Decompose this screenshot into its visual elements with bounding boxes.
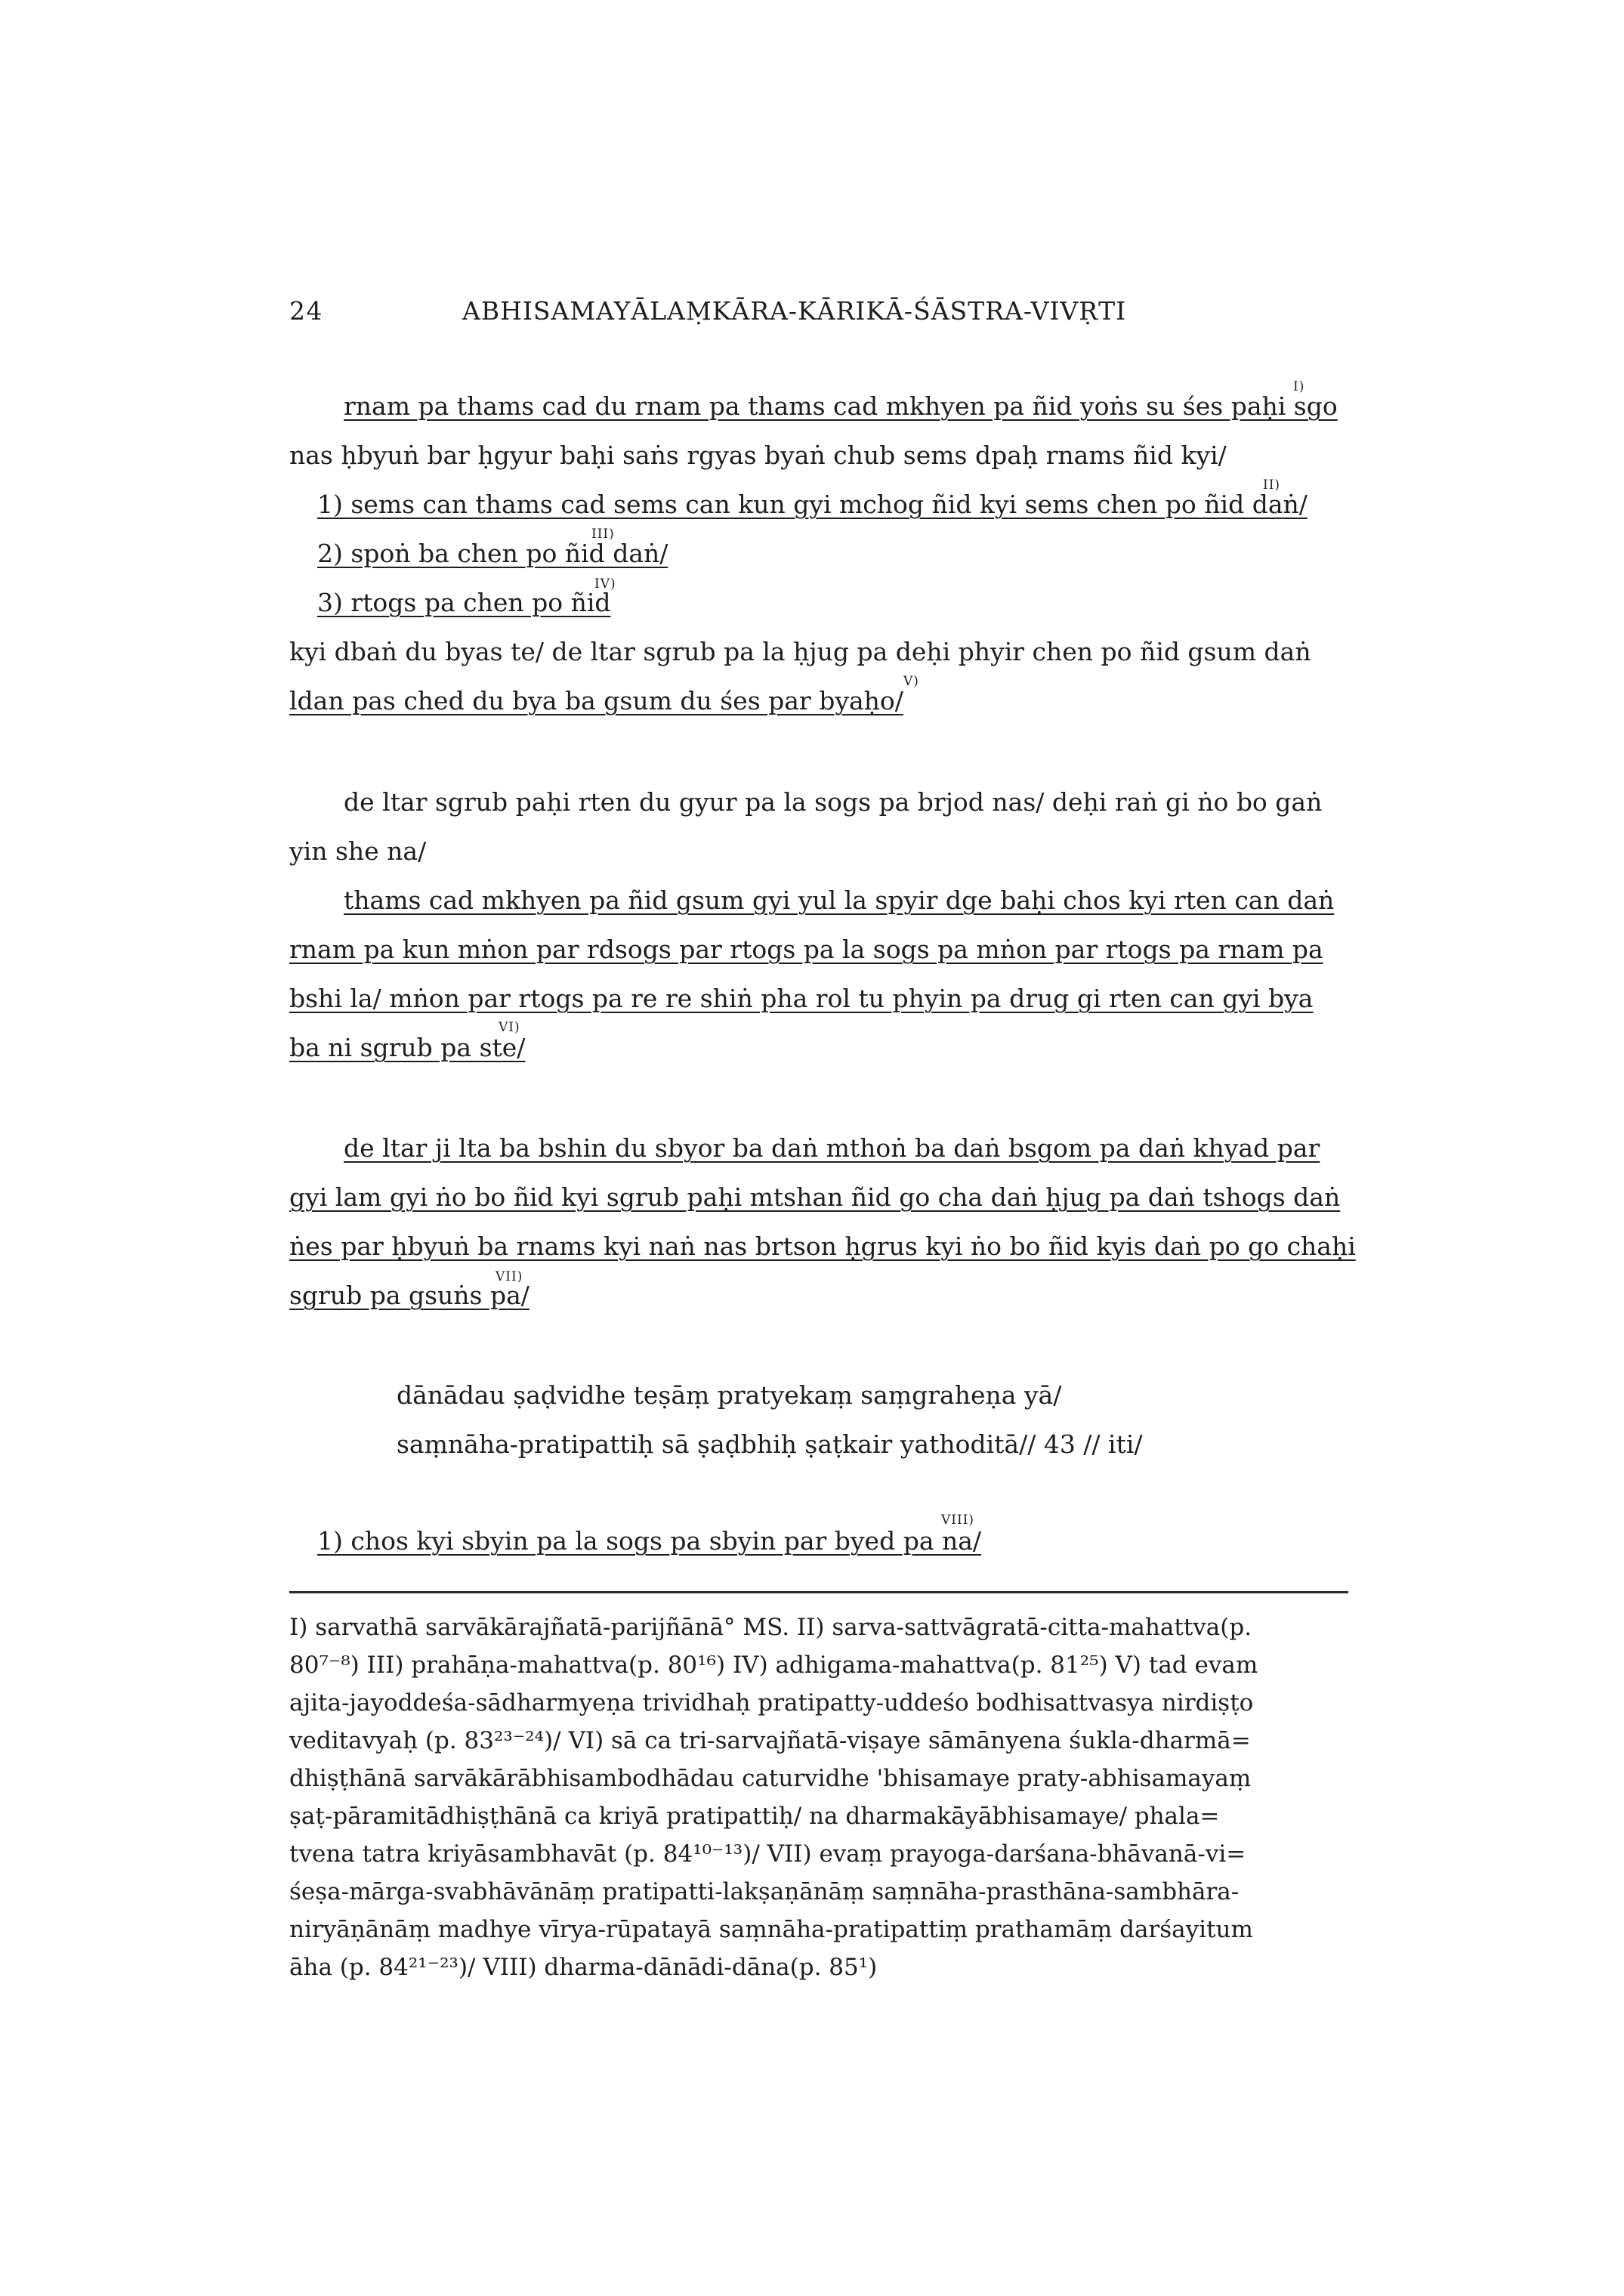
- footnote-line: āha (p. 84²¹⁻²³)/ VIII) dharma-dānādi-dāna(p. 85¹): [289, 1954, 878, 1981]
- text-line: ṅes par ḥbyuṅ ba rnams kyi naṅ nas brtson ḥgrus kyi ṅo bo ñid kyis daṅ po go chaḥi: [289, 1231, 1356, 1261]
- text-line: bshi la/ mṅon par rtogs pa re re shiṅ pha rol tu phyin pa drug gi rten can gyi bya: [289, 984, 1314, 1013]
- text-line: rnam pa kun mṅon par rdsogs par rtogs pa la sogs pa mṅon par rtogs pa rnam pa: [289, 935, 1323, 964]
- text-line: de ltar sgrub paḥi rten du gyur pa la sogs pa brjod nas/ deḥi raṅ gi ṅo bo gaṅ: [344, 787, 1323, 817]
- text-line: 1) chos kyi sbyin pa la sogs pa sbyin par byed pa na/: [317, 1526, 982, 1556]
- note-marker: V): [903, 674, 919, 689]
- text-line: 2) spoṅ ba chen po ñid daṅ/: [317, 539, 668, 568]
- footnote-line: ṣaṭ-pāramitādhiṣṭhānā ca kriyā pratipattiḥ/ na dharmakāyābhisamaye/ phala=: [289, 1803, 1220, 1830]
- verse-line: dānādau ṣaḍvidhe teṣāṃ pratyekaṃ saṃgraheṇa yā/: [397, 1380, 1062, 1410]
- footnote-line: ajita-jayoddeśa-sādharmyeṇa trividhaḥ pratipatty-uddeśo bodhisattvasya nirdiṣṭo: [289, 1689, 1254, 1717]
- text-line: 1) sems can thams cad sems can kun gyi mchog ñid kyi sems chen po ñid daṅ/: [317, 490, 1308, 519]
- footnote-line: dhiṣṭhānā sarvākārābhisambodhādau caturvidhe 'bhisamaye praty-abhisamayaṃ: [289, 1765, 1252, 1792]
- note-marker: II): [1263, 477, 1281, 493]
- text-line: ldan pas ched du bya ba gsum du śes par byaḥo/: [289, 686, 903, 715]
- running-title: ABHISAMAYĀLAṂKĀRA-KĀRIKĀ-ŚĀSTRA-VIVṚTI: [462, 296, 1127, 326]
- text-line: de ltar ji lta ba bshin du sbyor ba daṅ mthoṅ ba daṅ bsgom pa daṅ khyad par: [344, 1133, 1320, 1163]
- verse-line: saṃnāha-pratipattiḥ sā ṣaḍbhiḥ ṣaṭkair yathoditā// 43 // iti/: [397, 1429, 1143, 1459]
- footnote-line: 80⁷⁻⁸) III) prahāṇa-mahattva(p. 80¹⁶) IV) adhigama-mahattva(p. 81²⁵) V) tad evam: [289, 1652, 1258, 1679]
- text-line: sgrub pa gsuṅs pa/: [289, 1281, 529, 1310]
- text-line: 3) rtogs pa chen po ñid: [317, 588, 611, 617]
- note-marker: III): [591, 527, 615, 542]
- footnote-line: śeṣa-mārga-svabhāvānāṃ pratipatti-lakṣaṇānāṃ saṃnāha-prasthāna-sambhāra-: [289, 1878, 1240, 1905]
- note-marker: I): [1293, 379, 1305, 394]
- text-line: thams cad mkhyen pa ñid gsum gyi yul la spyir dge baḥi chos kyi rten can daṅ: [344, 885, 1335, 915]
- text-line: rnam pa thams cad du rnam pa thams cad mkhyen pa ñid yoṅs su śes paḥi sgo: [344, 391, 1338, 421]
- footnote-line: tvena tatra kriyāsambhavāt (p. 84¹⁰⁻¹³)/ VII) evaṃ prayoga-darśana-bhāvanā-vi=: [289, 1840, 1246, 1868]
- footnote-line: veditavyaḥ (p. 83²³⁻²⁴)/ VI) sā ca tri-sarvajñatā-viṣaye sāmānyena śukla-dharmā=: [289, 1727, 1251, 1754]
- text-line: nas ḥbyuṅ bar ḥgyur baḥi saṅs rgyas byaṅ chub sems dpaḥ rnams ñid kyi/: [289, 440, 1227, 470]
- note-marker: IV): [594, 576, 616, 592]
- footnote-rule: [289, 1591, 1348, 1593]
- page-number: 24: [289, 296, 323, 326]
- text-line: yin she na/: [289, 836, 427, 866]
- text-line: gyi lam gyi ṅo bo ñid kyi sgrub paḥi mtshan ñid go cha daṅ ḥjug pa daṅ tshogs daṅ: [289, 1182, 1341, 1212]
- text-line: ba ni sgrub pa ste/: [289, 1033, 526, 1062]
- text-line: kyi dbaṅ du byas te/ de ltar sgrub pa la ḥjug pa deḥi phyir chen po ñid gsum daṅ: [289, 637, 1311, 666]
- note-marker: VIII): [941, 1513, 975, 1528]
- footnote-line: I) sarvathā sarvākārajñatā-parijñānā° MS. II) sarva-sattvāgratā-citta-mahattva(p.: [289, 1614, 1252, 1641]
- note-marker: VI): [499, 1020, 520, 1035]
- note-marker: VII): [496, 1269, 523, 1284]
- footnote-line: niryāṇānāṃ madhye vīrya-rūpatayā saṃnāha-pratipattiṃ prathamāṃ darśayitum: [289, 1916, 1253, 1943]
